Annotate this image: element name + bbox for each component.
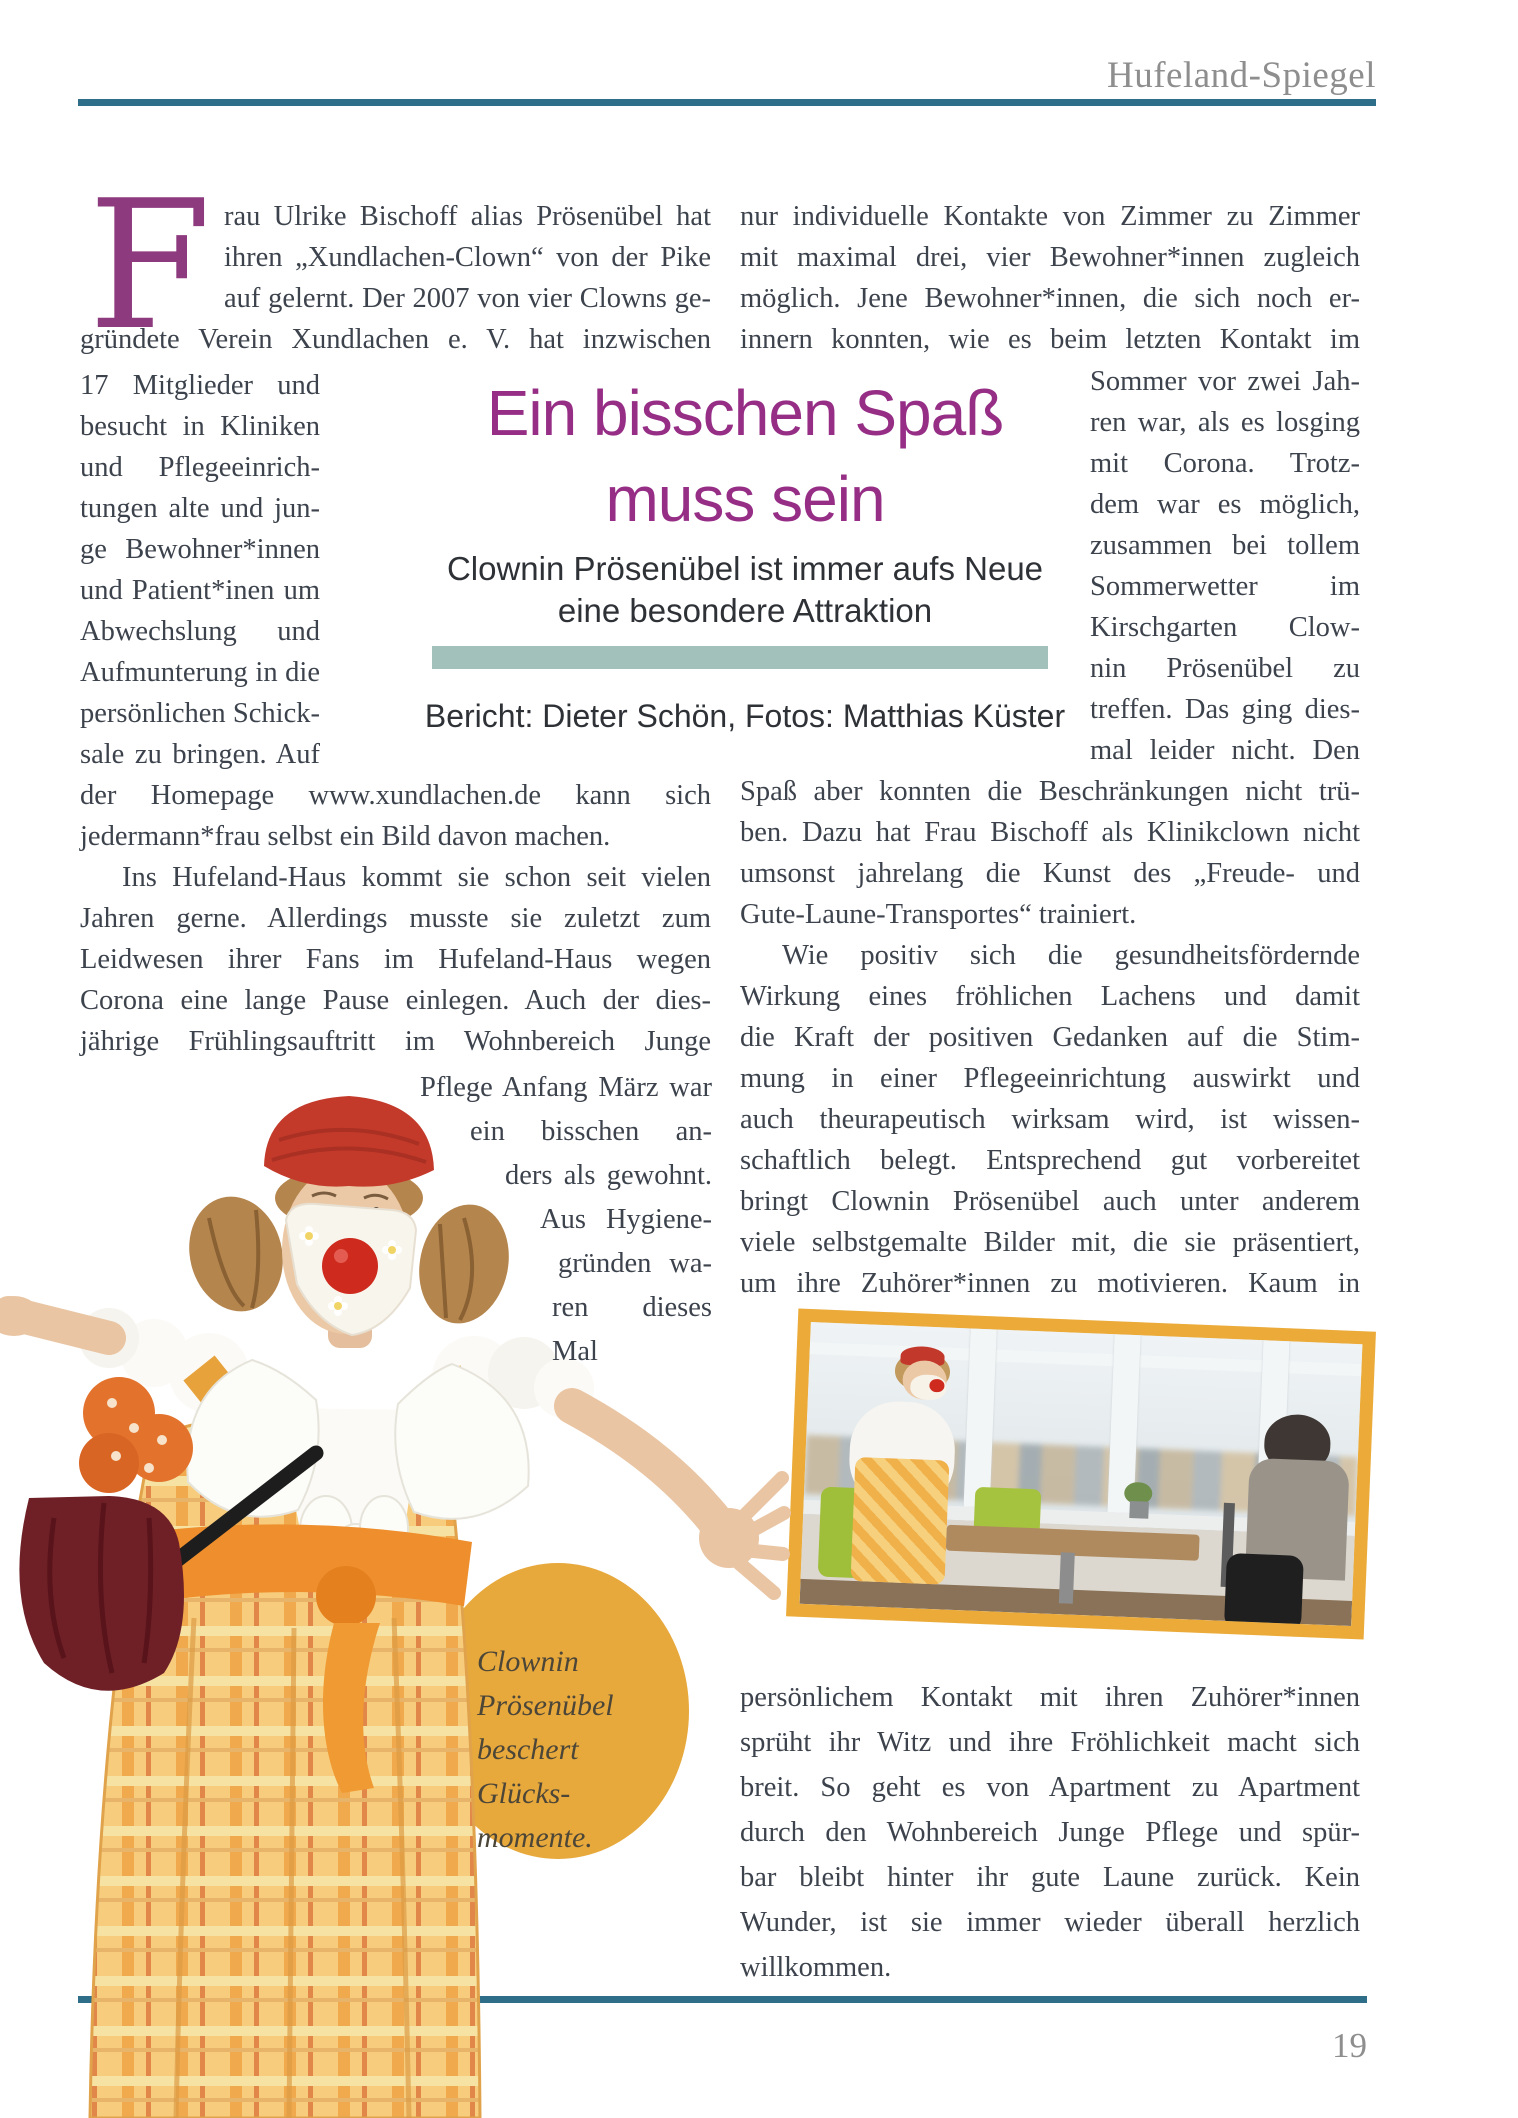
photo-clown-nose: [930, 1379, 945, 1392]
text-line: auf gelernt. Der 2007 von vier Clowns ge-: [224, 283, 711, 314]
text-line: Pflege Anfang März war: [420, 1072, 712, 1103]
photo-clown-apron: [850, 1456, 949, 1584]
text-line: auch theurapeutisch wirksam wird, ist wissen-: [740, 1104, 1360, 1135]
text-line: um ihre Zuhörer*innen zu motivieren. Kaum in: [740, 1268, 1360, 1299]
text-line: sale zu bringen. Auf: [80, 739, 320, 770]
paragraph: [740, 196, 1360, 360]
text-line: breit. So geht es von Apartment zu Apartment: [740, 1772, 1360, 1803]
text-line: ge Bewohner*innen: [80, 534, 320, 565]
paragraph-narrow-left: [80, 365, 320, 775]
text-line: die Kraft der positiven Gedanken auf die Stim-: [740, 1022, 1360, 1053]
paragraph: [740, 935, 1360, 1304]
text-line: möglich. Jene Bewohner*innen, die sich noch er-: [740, 283, 1360, 314]
text-line: ren war, als es losging: [1090, 407, 1360, 438]
article-subtitle: [420, 548, 1070, 632]
header-rule: [78, 99, 1376, 106]
text-line: nin Prösenübel zu: [1090, 653, 1360, 684]
text-line: Abwechslung und: [80, 616, 320, 647]
text-line: schaftlich belegt. Entsprechend gut vorbereitet: [740, 1145, 1360, 1176]
paragraph: [740, 771, 1360, 935]
drop-cap: F: [88, 162, 212, 369]
text-line: treffen. Das ging dies-: [1090, 694, 1360, 725]
paragraph: [80, 319, 711, 360]
text-line: ihren „Xundlachen-Clown“ von der Pike: [224, 242, 711, 273]
text-line: tungen alte und jun-: [80, 493, 320, 524]
paragraph: [224, 196, 711, 319]
text-line: gründen wa-: [558, 1248, 712, 1279]
text-line: Wirkung eines fröhlichen Lachens und damit: [740, 981, 1360, 1012]
photo-table-leg: [1059, 1552, 1075, 1603]
text-line: Spaß aber konnten die Beschränkungen nicht trü-: [740, 776, 1360, 807]
text-line: jedermann*frau selbst ein Bild davon machen.: [80, 821, 611, 852]
paragraph-narrow-right: [1090, 361, 1360, 771]
text-line: viele selbstgemalte Bilder mit, die sie präsentiert,: [740, 1227, 1360, 1258]
photo-plant-pot: [1129, 1501, 1149, 1519]
text-line: beschert Glücks-: [477, 1733, 579, 1810]
text-line: momente.: [477, 1821, 593, 1854]
text-line: 17 Mitglieder und: [80, 370, 320, 401]
paragraph: [80, 775, 711, 857]
text-line: muss sein: [605, 463, 885, 535]
text-line: bringt Clownin Prösenübel auch unter anderem: [740, 1186, 1360, 1217]
text-line: Prösenübel: [477, 1689, 614, 1722]
text-line: Sommerwetter im: [1090, 571, 1360, 602]
text-line: ders als gewohnt.: [505, 1160, 712, 1191]
text-line: mung in einer Pflegeeinrichtung auswirkt und: [740, 1063, 1360, 1094]
paragraph: [80, 857, 711, 1062]
text-line: und Pflegeeinrich-: [80, 452, 320, 483]
text-line: Jahren gerne. Allerdings musste sie zuletzt zum: [80, 903, 711, 934]
text-line: mit Corona. Trotz-: [1090, 448, 1360, 479]
text-line: dem war es möglich,: [1090, 489, 1360, 520]
article-headline: [420, 370, 1070, 542]
text-line: Ein bisschen Spaß: [486, 377, 1004, 449]
text-line: mal leider nicht. Den: [1090, 735, 1360, 766]
text-line: Gute-Laune-Transportes“ trainiert.: [740, 899, 1137, 930]
text-line: Clownin Prösenübel ist immer aufs Neue: [446, 550, 1044, 587]
text-line: und Patient*inen um: [80, 575, 320, 606]
text-line: gründete Verein Xundlachen e. V. hat inzwischen: [80, 324, 711, 355]
text-line: sprüht ihr Witz und ihre Fröhlichkeit macht sich: [740, 1727, 1360, 1758]
text-line: innern konnten, wie es beim letzten Kontakt im: [740, 324, 1360, 355]
text-line: eine besondere Attraktion: [557, 592, 933, 629]
article-byline: Bericht: Dieter Schön, Fotos: Matthias Küster: [424, 698, 1066, 734]
text-line: willkommen.: [740, 1952, 892, 1983]
text-line: ren dieses Mal: [552, 1292, 712, 1367]
text-line: bar bleibt hinter ihr gute Laune zurück. Kein: [740, 1862, 1360, 1893]
text-line: Kirschgarten Clow-: [1090, 612, 1360, 643]
text-line: Ins Hufeland-Haus kommt sie schon seit vielen: [122, 862, 711, 893]
text-line: ein bisschen an-: [470, 1116, 712, 1147]
text-line: persönlichen Schick-: [80, 698, 320, 729]
text-line: Aus Hygiene-: [540, 1204, 712, 1235]
text-line: Corona eine lange Pause einlegen. Auch der dies-: [80, 985, 711, 1016]
text-line: rau Ulrike Bischoff alias Prösenübel hat: [224, 201, 711, 232]
paragraph-wrapped-around-clown: [420, 1066, 712, 1374]
page-number: 19: [1332, 2026, 1367, 2065]
paragraph: [740, 1675, 1360, 1990]
text-line: jährige Frühlingsauftritt im Wohnbereich Junge: [80, 1026, 711, 1057]
text-line: der Homepage www.xundlachen.de kann sich: [80, 780, 711, 811]
photo-wheelchair: [1224, 1553, 1304, 1632]
text-line: besucht in Kliniken: [80, 411, 320, 442]
text-line: umsonst jahrelang die Kunst des „Freude- und: [740, 858, 1360, 889]
text-line: ben. Dazu hat Frau Bischoff als Klinikclown nicht: [740, 817, 1360, 848]
text-line: Wie positiv sich die gesundheitsfördernde: [782, 940, 1360, 971]
text-line: nur individuelle Kontakte von Zimmer zu Zimmer: [740, 201, 1360, 232]
text-line: Sommer vor zwei Jah-: [1090, 366, 1360, 397]
room-photo: [786, 1309, 1376, 1640]
text-line: persönlichem Kontakt mit ihren Zuhörer*innen: [740, 1682, 1360, 1713]
text-line: Aufmunterung in die: [80, 657, 320, 688]
text-line: mit maximal drei, vier Bewohner*innen zugleich: [740, 242, 1360, 273]
text-line: Clownin: [477, 1645, 579, 1678]
text-line: zusammen bei tollem: [1090, 530, 1360, 561]
page-header-title: Hufeland-Spiegel: [1107, 55, 1376, 96]
sage-divider-bar: [432, 646, 1048, 669]
text-line: durch den Wohnbereich Junge Pflege und spür-: [740, 1817, 1360, 1848]
text-line: Leidwesen ihrer Fans im Hufeland-Haus wegen: [80, 944, 711, 975]
text-line: Wunder, ist sie immer wieder überall herzlich: [740, 1907, 1360, 1938]
